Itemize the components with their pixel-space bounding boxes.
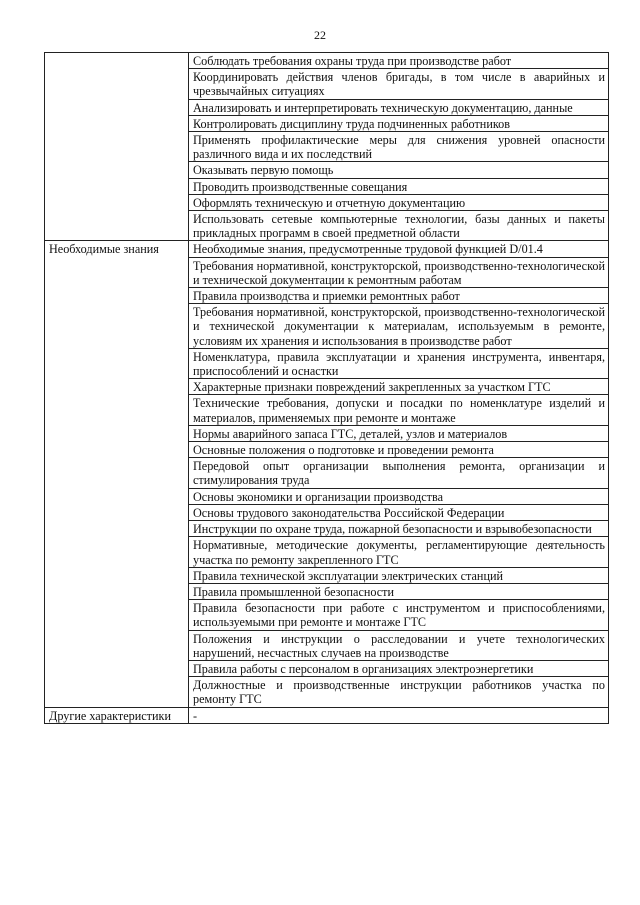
requirement-cell: Требования нормативной, конструкторской, производственно-технологической и технической документации к материалам, используемым в ремонте, условиям их хранения и использования в производстве работ bbox=[189, 304, 609, 349]
table-row bbox=[45, 707, 609, 723]
requirement-cell: Оформлять техническую и отчетную документацию bbox=[189, 194, 609, 210]
category-cell: Необходимые знания bbox=[45, 241, 189, 707]
requirement-cell: Проводить производственные совещания bbox=[189, 178, 609, 194]
requirements-table-body bbox=[45, 53, 609, 724]
requirement-cell: Требования нормативной, конструкторской, производственно-технологической и технической документации к ремонтным работам bbox=[189, 257, 609, 287]
requirement-cell: Правила технической эксплуатации электрических станций bbox=[189, 567, 609, 583]
requirement-cell: Соблюдать требования охраны труда при производстве работ bbox=[189, 53, 609, 69]
requirement-cell: Номенклатура, правила эксплуатации и хранения инструмента, инвентаря, приспособлений и оснастки bbox=[189, 348, 609, 378]
requirement-cell: Координировать действия членов бригады, в том числе в аварийных и чрезвычайных ситуациях bbox=[189, 69, 609, 99]
requirement-cell: Использовать сетевые компьютерные технологии, базы данных и пакеты прикладных программ в своей предметной области bbox=[189, 211, 609, 241]
requirement-cell: Передовой опыт организации выполнения ремонта, организации и стимулирования труда bbox=[189, 458, 609, 488]
requirement-cell: Правила промышленной безопасности bbox=[189, 583, 609, 599]
requirement-cell: Технические требования, допуски и посадки по номенклатуре изделий и материалов, применяемых при ремонте и монтаже bbox=[189, 395, 609, 425]
category-cell bbox=[45, 53, 189, 241]
requirement-cell: Контролировать дисциплину труда подчиненных работников bbox=[189, 115, 609, 131]
page-number: 22 bbox=[314, 28, 326, 42]
requirement-cell: - bbox=[189, 707, 609, 723]
requirement-cell: Применять профилактические меры для снижения уровней опасности различного вида и их последствий bbox=[189, 132, 609, 162]
table-row bbox=[45, 241, 609, 257]
requirement-cell: Основы трудового законодательства Российской Федерации bbox=[189, 504, 609, 520]
requirement-cell: Необходимые знания, предусмотренные трудовой функцией D/01.4 bbox=[189, 241, 609, 257]
requirement-cell: Характерные признаки повреждений закрепленных за участком ГТС bbox=[189, 379, 609, 395]
requirement-cell: Основные положения о подготовке и проведении ремонта bbox=[189, 442, 609, 458]
requirement-cell: Должностные и производственные инструкции работников участка по ремонту ГТС bbox=[189, 677, 609, 707]
requirement-cell: Правила безопасности при работе с инструментом и приспособлениями, используемыми при ремонте и монтаже ГТС bbox=[189, 600, 609, 630]
requirement-cell: Нормы аварийного запаса ГТС, деталей, узлов и материалов bbox=[189, 425, 609, 441]
requirement-cell: Анализировать и интерпретировать техническую документацию, данные bbox=[189, 99, 609, 115]
requirement-cell: Оказывать первую помощь bbox=[189, 162, 609, 178]
requirement-cell: Основы экономики и организации производства bbox=[189, 488, 609, 504]
category-cell: Другие характеристики bbox=[45, 707, 189, 723]
requirements-table bbox=[44, 52, 609, 724]
requirement-cell: Правила производства и приемки ремонтных работ bbox=[189, 288, 609, 304]
table-row bbox=[45, 53, 609, 69]
requirement-cell: Инструкции по охране труда, пожарной безопасности и взрывобезопасности bbox=[189, 521, 609, 537]
requirement-cell: Положения и инструкции о расследовании и учете технологических нарушений, несчастных случаев на производстве bbox=[189, 630, 609, 660]
requirement-cell: Правила работы с персоналом в организациях электроэнергетики bbox=[189, 660, 609, 676]
requirement-cell: Нормативные, методические документы, регламентирующие деятельность участка по ремонту закрепленного ГТС bbox=[189, 537, 609, 567]
